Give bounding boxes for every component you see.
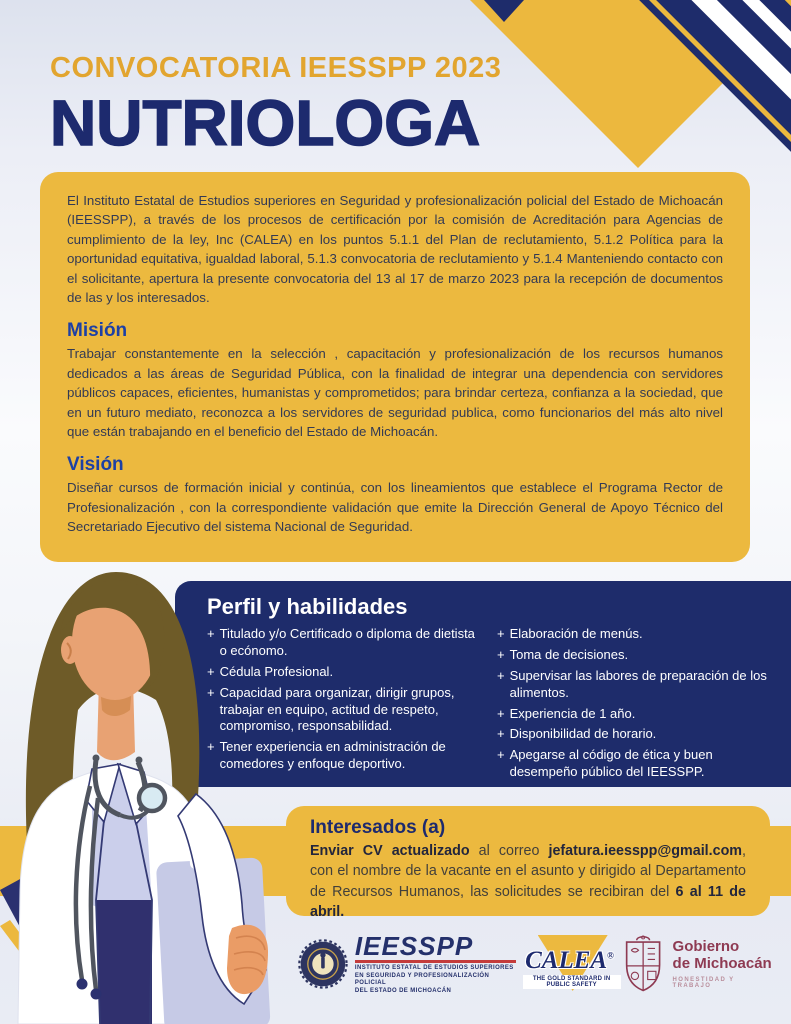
intro-box <box>40 172 750 562</box>
calea-logo <box>516 933 624 995</box>
perfil-item-text: Capacidad para organizar, dirigir grupos, trabajar en equipo, actitud de respeto, compromiso, responsabilidad. <box>219 684 455 734</box>
perfil-item-text: Apegarse al código de ética y buen desempeño público del IEESSPP. <box>509 747 713 780</box>
ieesspp-badge-icon <box>298 938 348 990</box>
perfil-item-text: Elaboración de menús. <box>509 626 643 641</box>
perfil-item <box>497 747 777 781</box>
footer-logos <box>298 930 772 998</box>
ieesspp-subtext-line: INSTITUTO ESTATAL DE ESTUDIOS SUPERIORES <box>354 965 514 971</box>
vision-paragraph: Diseñar cursos de formación inicial y continúa, con los lineamientos que establece el Programa Rector de Profesionalización , con la correspondiente validación que emite la Dirección General de Apoyo Técnico del Secretariado Ejecutivo del sistema Nacional de Seguridad. <box>67 480 723 535</box>
interesados-heading: Interesados (a) <box>310 817 446 838</box>
perfil-item-text: Disponibilidad de horario. <box>509 726 657 742</box>
calea-tagline: THE GOLD STANDARD IN PUBLIC SAFETY <box>523 975 621 989</box>
perfil-item <box>497 647 777 664</box>
interesados-text: al correo <box>469 843 549 859</box>
interesados-box <box>286 806 770 920</box>
michoacan-line2: de Michoacán <box>672 955 772 972</box>
plus-bullet: + <box>497 667 505 683</box>
vision-heading: Visión <box>67 454 124 476</box>
registered-mark: ® <box>607 950 614 961</box>
dates-bold: 6 al 11 de abril. <box>310 883 746 920</box>
plus-bullet: + <box>497 726 505 742</box>
stethoscope-tip <box>91 989 102 1000</box>
perfil-item-text: Titulado y/o Certificado o diploma de dietista o ecónomo. <box>219 626 475 658</box>
perfil-item-text: Tener experiencia en administración de comedores y enfoque deportivo. <box>219 739 446 772</box>
perfil-item-text: Supervisar las labores de preparación de los alimentos. <box>509 667 767 700</box>
mision-paragraph: Trabajar constantemente en la selección , capacitación y profesionalización de los recursos humanos dedicados a las áreas de Seguridad Pública, con la finalidad de integrar una dependencia con servidores públicos capaces, eficientes, humanistas y comprometidos; para brindar certeza, confianza a la sociedad, que en un futuro mediato, reconozca a los servidores de seguridad publica, como funcionarios del más alto nivel que están trabajando en el beneficio del Estado de Michoacán. <box>67 346 723 440</box>
plus-bullet: + <box>207 739 215 755</box>
stethoscope-earpiece <box>136 757 143 764</box>
perfil-item <box>497 726 777 743</box>
stethoscope-tip <box>77 979 88 990</box>
perfil-item-text: Experiencia de 1 año. <box>509 705 636 721</box>
plus-bullet: + <box>207 663 215 679</box>
calea-wordmark-text: CALEA <box>525 947 608 974</box>
perfil-item <box>497 626 777 643</box>
stethoscope-chestpiece <box>139 785 165 811</box>
plus-bullet: + <box>207 684 215 700</box>
perfil-item-text: Toma de decisiones. <box>509 646 629 662</box>
michoacan-shield-icon <box>623 935 663 993</box>
ieesspp-subtext <box>355 965 516 995</box>
page-title: NUTRIOLOGA <box>50 87 481 159</box>
ieesspp-subtext-line: DEL ESTADO DE MICHOACÁN <box>354 987 452 994</box>
perfil-item <box>497 706 777 723</box>
enviar-cv-bold: Enviar CV actualizado <box>310 843 470 859</box>
stethoscope-earpiece <box>93 755 100 762</box>
calea-wordmark <box>516 947 624 975</box>
title-block <box>50 52 501 160</box>
michoacan-line1: Gobierno <box>672 938 740 956</box>
nutritionist-illustration <box>0 560 300 1024</box>
perfil-column-right <box>497 626 777 785</box>
plus-bullet: + <box>497 705 505 721</box>
perfil-item-text: Cédula Profesional. <box>219 663 334 679</box>
plus-bullet: + <box>497 646 505 662</box>
dress <box>96 900 152 1024</box>
interesados-text: , con el nombre de la vacante en el asunto y dirigido al Departamento de Recursos Humanos, las solicitudes se recibiran del <box>310 843 746 900</box>
michoacan-wordmark <box>673 939 772 989</box>
plus-bullet: + <box>207 626 215 641</box>
plus-bullet: + <box>497 626 505 641</box>
header-kicker: CONVOCATORIA IEESSPP 2023 <box>50 52 502 84</box>
ieesspp-wordmark: IEESSPP <box>355 933 516 963</box>
interesados-paragraph <box>310 841 746 922</box>
email-text: jefatura.ieesspp@gmail.com <box>548 843 743 859</box>
ieesspp-subtext-line: EN SEGURIDAD Y PROFESIONALIZACIÓN POLICIAL <box>354 972 490 986</box>
plus-bullet: + <box>497 747 505 763</box>
ieesspp-wordmark-block <box>355 933 516 995</box>
michoacan-tagline: HONESTIDAD Y TRABAJO <box>672 976 735 989</box>
perfil-item <box>497 668 777 702</box>
intro-paragraph: El Instituto Estatal de Estudios superiores en Seguridad y profesionalización policial del Estado de Michoacán (IEESSPP), a través de los procesos de certificación por la comisión de Acreditación para Agencias de cumplimiento de la ley, Inc (CALEA) en los puntos 5.1.1 del Plan de reclutamiento, 5.1.2 Política para la oportunidad equitativa, igualdad laboral, 5.1.3 convocatoria de reclutamiento y 5.1.4 Manteniendo contacto con el solicitante, apertura la presente convocatoria del 13 al 17 de marzo 2023 para la recepción de documentos de las y los interesados. <box>67 193 723 306</box>
mision-heading: Misión <box>67 320 128 342</box>
ieesspp-logo <box>298 933 516 995</box>
perfil-heading: Perfil y habilidades <box>207 594 408 619</box>
michoacan-logo <box>623 935 772 993</box>
